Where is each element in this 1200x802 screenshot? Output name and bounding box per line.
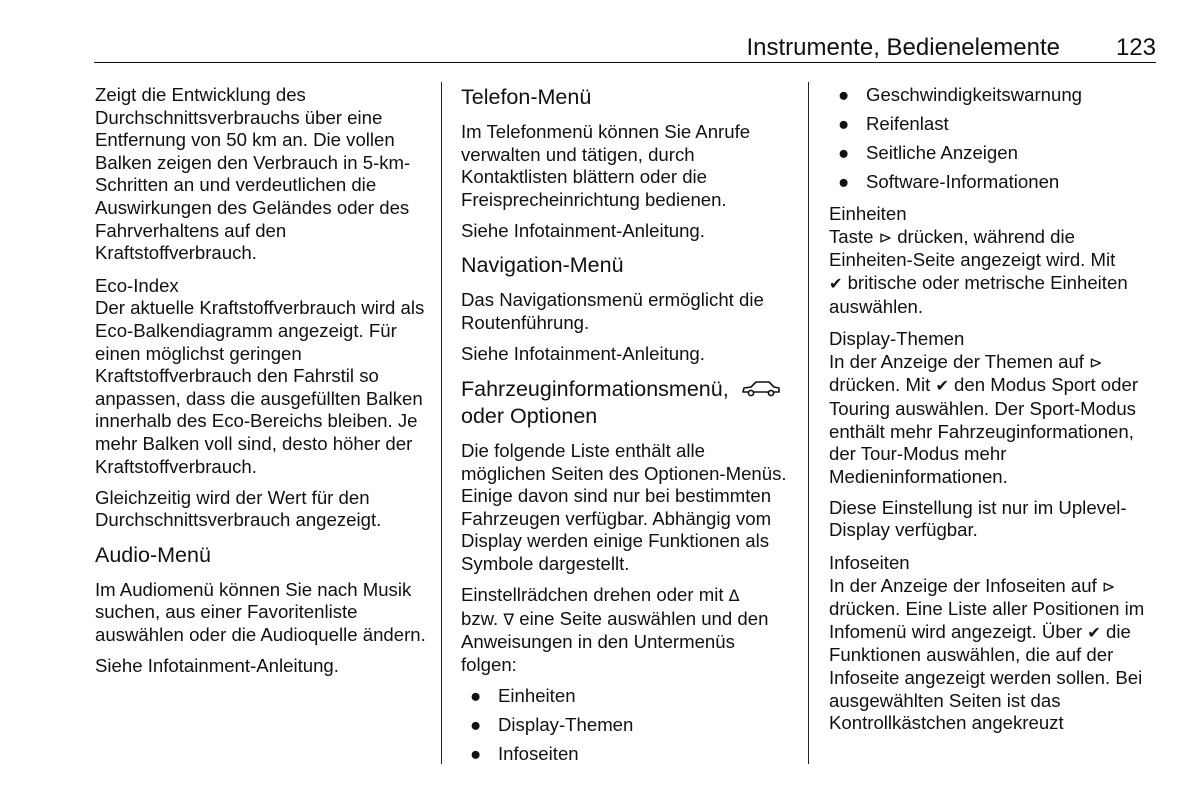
eco-index-heading: Eco-Index [95, 274, 179, 296]
units-heading: Einheiten [829, 203, 907, 225]
phone-menu-paragraph-2: Siehe Infotainment-Anleitung. [461, 219, 705, 241]
list-item: ● Reifenlast [838, 112, 949, 134]
vehicle-info-paragraph-2: Einstellrädchen drehen oder mit ∆ bzw. ∇ eine Seite auswählen und den Anweisungen in den Untermenüs folgen: [461, 584, 769, 675]
vehicle-info-paragraph: Die folgende Liste enthält alle möglichen Seiten des Optionen-Menüs. Einige davon sind nur bei bestimmten Fahrzeugen verfügbar. Abhängig vom Display werden einige Funktionen als Symbole dargestellt. [461, 440, 787, 575]
checkmark-icon: ✔ [935, 376, 949, 396]
vehicle-info-menu-heading [461, 376, 791, 429]
checkmark-icon: ✔ [1087, 622, 1101, 642]
phone-menu-heading: Telefon-Menü [461, 85, 592, 109]
eco-index-paragraph-2: Gleichzeitig wird der Wert für den Durchschnittsverbrauch angezeigt. [95, 486, 382, 531]
options-list [461, 685, 791, 765]
bullet-icon: ● [838, 84, 850, 105]
audio-menu-paragraph: Im Audiomenü können Sie nach Musik suchen, aus einer Favoritenliste auswählen oder die Audioquelle ändern. [95, 578, 426, 645]
display-themes-paragraph: In der Anzeige der Themen auf ⊳ drücken. Mit ✔ den Modus Sport oder Touring auswählen. Der Sport-Modus enthält mehr Fahrzeuginformationen, der Tour-Modus mehr Medieninformationen. [829, 350, 1139, 487]
bullet-icon: ● [838, 112, 850, 134]
column-3 [829, 84, 1159, 743]
navigation-menu-heading: Navigation-Menü [461, 253, 624, 278]
list-item: ● Software-Informationen [838, 170, 1060, 192]
info-pages-paragraph: In der Anzeige der Infoseiten auf ⊳ drücken. Eine Liste aller Positionen im Infomenü wird angezeigt. Über ✔ die Funktionen auswählen, die auf der Infoseite angezeigt werden sollen. Bei ausgewählten Seiten ist das Kontrollkästchen angekreuzt [829, 574, 1145, 734]
bullet-icon: ● [470, 742, 482, 764]
header-rule [94, 62, 1156, 63]
bullet-icon: ● [470, 713, 482, 735]
bullet-icon: ● [470, 685, 482, 707]
vehicle-info-heading-line-2: oder Optionen [461, 404, 598, 429]
running-header-title: Instrumente, Bedienelemente [746, 34, 1060, 61]
list-item: ● Geschwindigkeitswarnung [838, 84, 1083, 105]
eco-index-paragraph: Der aktuelle Kraftstoffverbrauch wird als Eco-Balkendiagramm angezeigt. Für einen möglichst geringen Kraftstoffverbrauch den Fahrstil so anpassen, dass die ausgefüllten Balken innerhalb des Eco-Bereichs bleiben. Je mehr Balken voll sind, desto höher der Kraftstoffverbrauch. [95, 297, 425, 477]
display-themes-heading: Display-Themen [829, 328, 965, 350]
page-number: 123 [1115, 34, 1156, 61]
down-arrow-icon: ∇ [503, 609, 515, 629]
phone-menu-paragraph: Im Telefonmenü können Sie Anrufe verwalten und tätigen, durch Kontaktlisten blättern oder die Freisprecheinrichtung bedienen. [461, 121, 751, 210]
list-item: ● Seitliche Anzeigen [838, 141, 1018, 163]
up-arrow-icon: ∆ [728, 586, 740, 606]
audio-menu-paragraph-2: Siehe Infotainment-Anleitung. [95, 655, 339, 677]
audio-menu-heading: Audio-Menü [95, 542, 211, 567]
right-triangle-icon: ⊳ [1089, 352, 1103, 372]
intro-paragraph: Zeigt die Entwicklung des Durchschnittsverbrauchs über eine Entfernung von 50 km an. Die vollen Balken zeigen den Verbrauch in 5-km-Schritten an und verdeutlichen die Auswirkungen des Geländes oder des Fahrverhaltens auf den Kraftstoffverbrauch. [95, 84, 411, 264]
units-paragraph: Taste ⊳ drücken, während die Einheiten-Seite angezeigt wird. Mit ✔ britische oder metrische Einheiten auswählen. [829, 225, 1128, 317]
checkmark-icon: ✔ [829, 274, 843, 294]
list-item: ● Infoseiten [470, 742, 579, 764]
display-themes-paragraph-2: Diese Einstellung ist nur im Uplevel-Display verfügbar. [829, 496, 1127, 541]
right-triangle-icon: ⊳ [878, 227, 893, 247]
list-item: ● Display-Themen [470, 713, 634, 735]
column-divider-2 [808, 82, 809, 764]
info-pages-heading: Infoseiten [829, 552, 910, 574]
column-divider-1 [441, 82, 442, 764]
column-2 [461, 84, 791, 772]
right-triangle-icon: ⊳ [1101, 576, 1116, 596]
car-icon [741, 377, 781, 403]
bullet-icon: ● [838, 170, 850, 192]
navigation-menu-paragraph: Das Navigationsmenü ermöglicht die Routenführung. [461, 289, 764, 334]
options-list-continued [829, 84, 1159, 193]
vehicle-info-heading-line-1: Fahrzeuginformationsmenü, [461, 376, 729, 401]
bullet-icon: ● [838, 141, 850, 163]
column-1 [95, 84, 427, 686]
navigation-menu-paragraph-2: Siehe Infotainment-Anleitung. [461, 343, 705, 365]
list-item: ● Einheiten [470, 685, 576, 707]
